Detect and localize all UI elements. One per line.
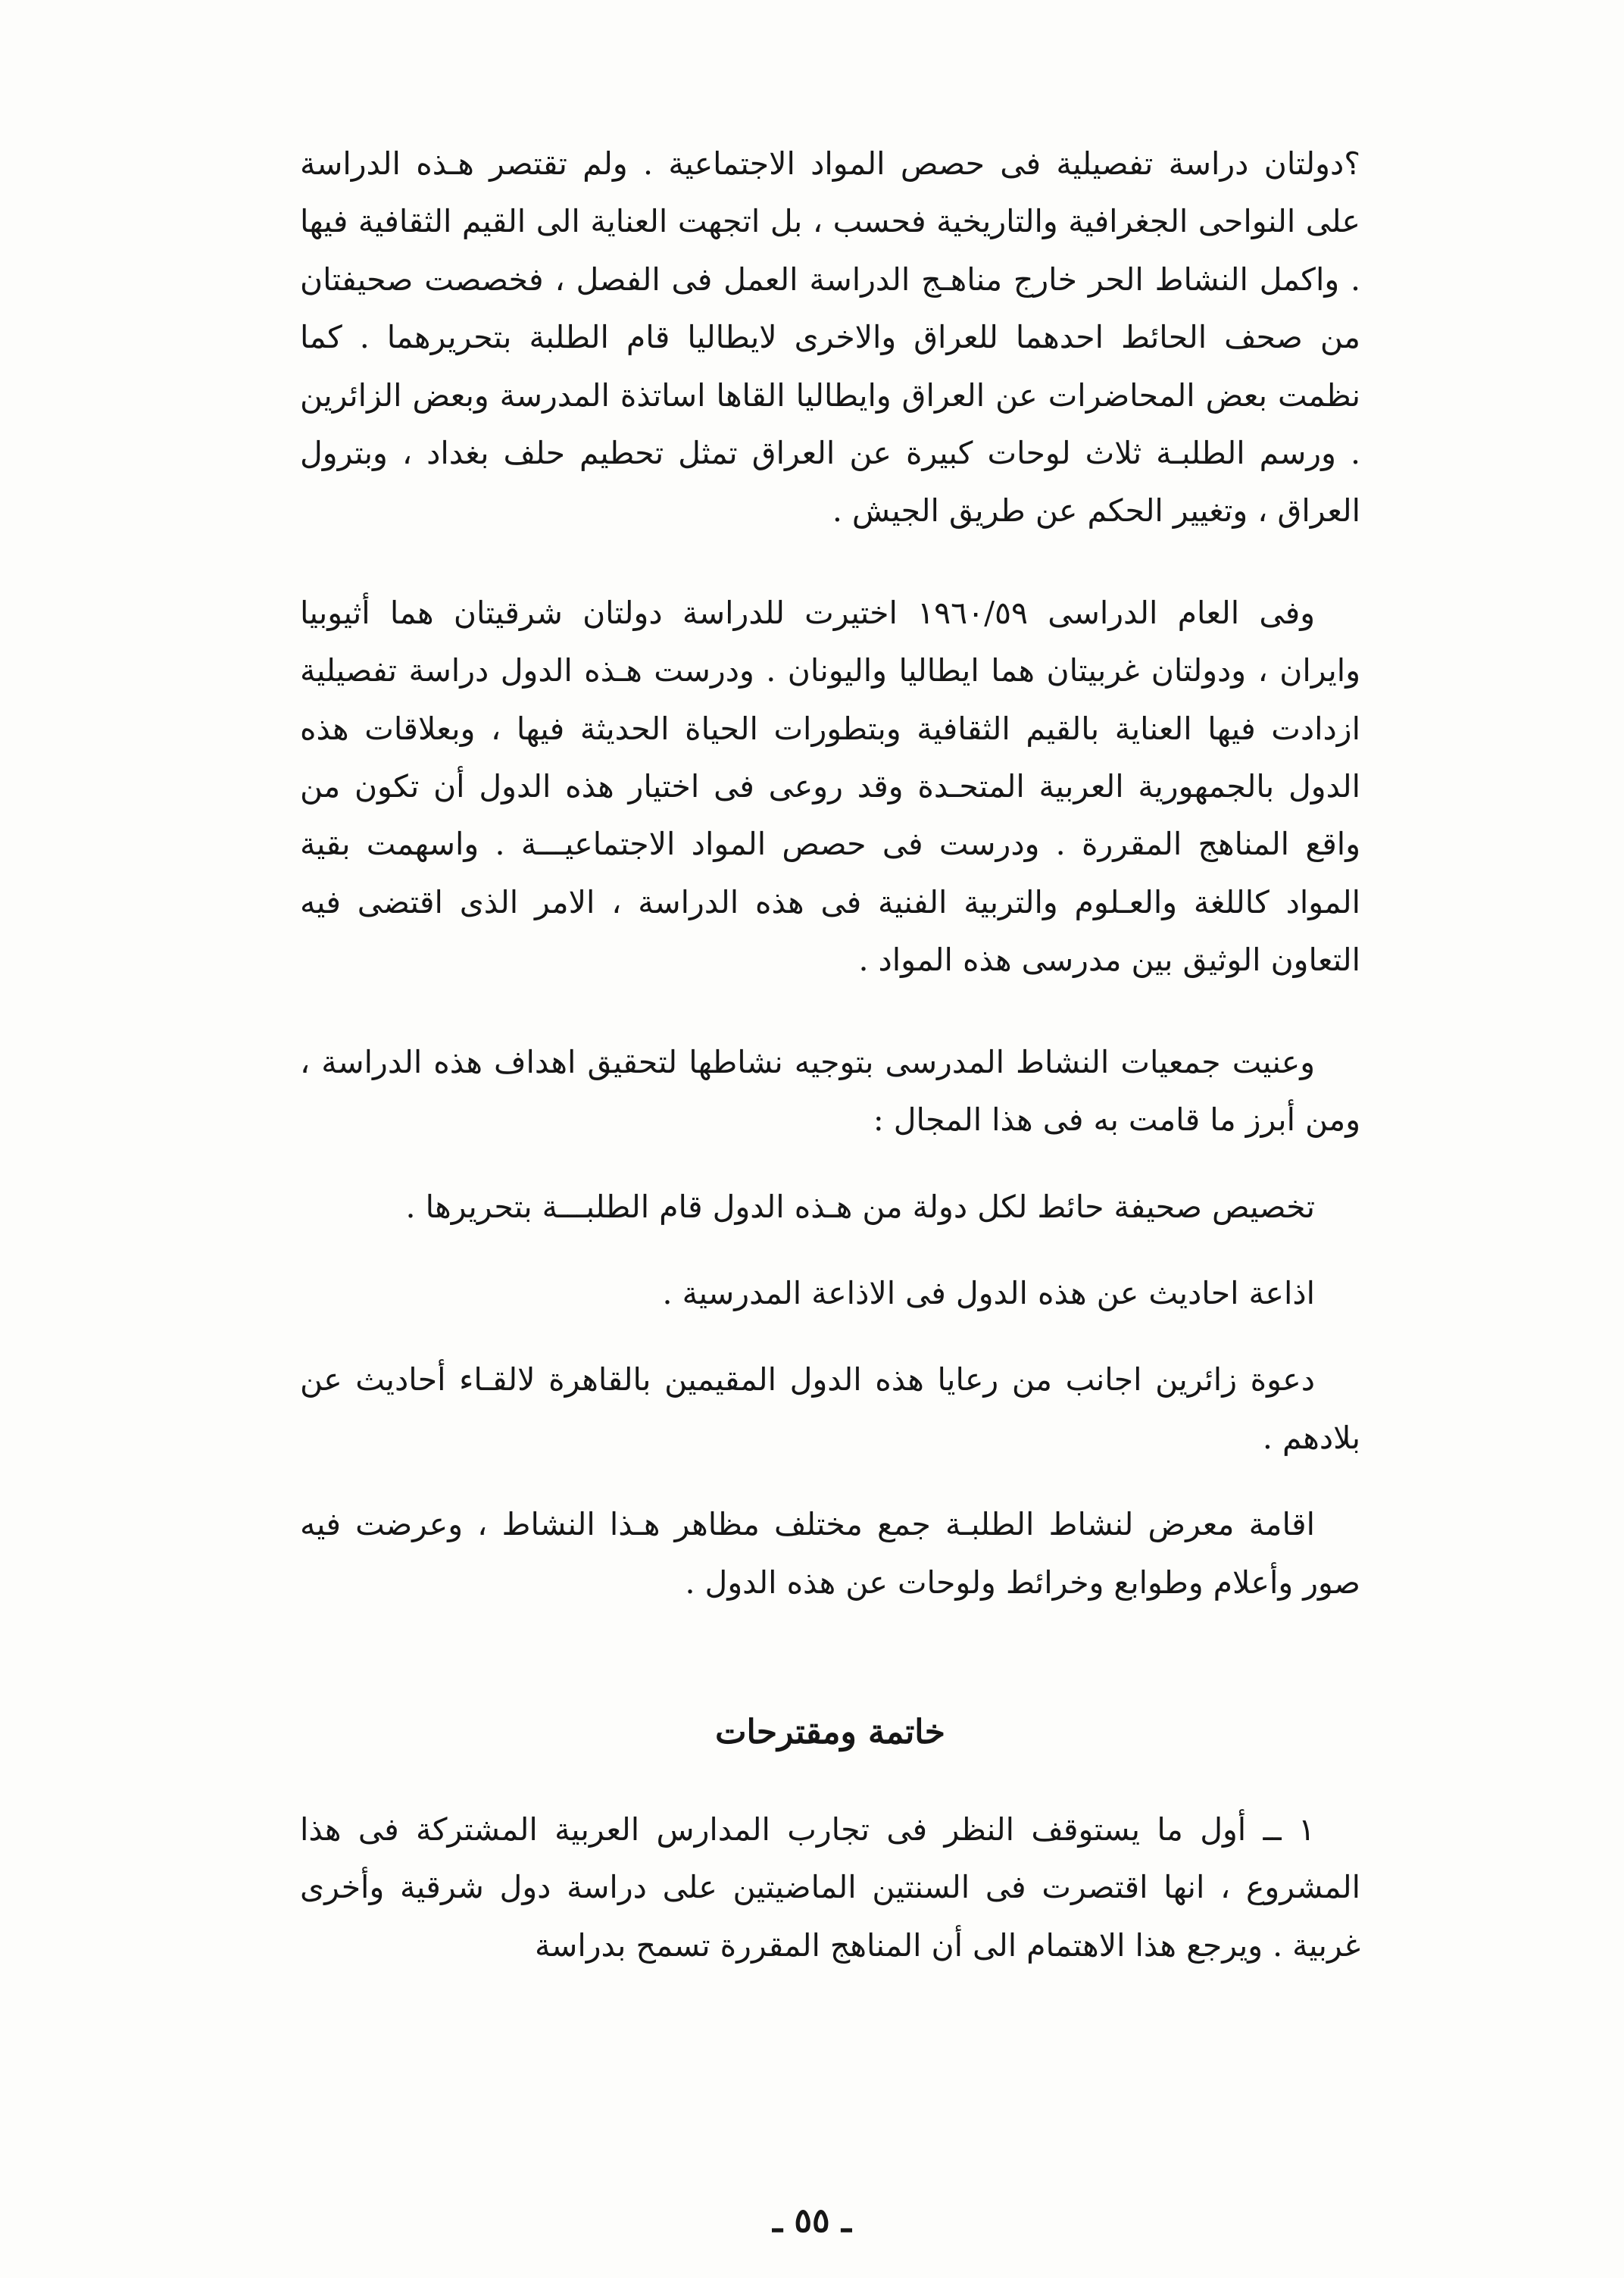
page-number: ـ ٥٥ ـ [773,2201,851,2240]
list-item-visitors: دعوة زائرين اجانب من رعايا هذه الدول المقيمين بالقاهرة لالقـاء أحاديث عن بلادهم . [300,1361,1360,1456]
paragraph-3: وعنيت جمعيات النشاط المدرسى بتوجيه نشاطها لتحقيق اهداف هذه الدراسة ، ومن أبرز ما قامت به فى هذا المجال : [300,1043,1360,1139]
paragraph-2: وفى العام الدراسى ١٩٦٠/٥٩ اختيرت للدراسة دولتان شرقيتان هما أثيوبيا وايران ، ودولتان غربيتان هما ايطاليا واليونان . ودرست هـذه الدول دراسة تفصيلية ازدادت فيها العناية بالقيم الثقافية وبتطورات الحياة الحديثة فيها ، وبعلاقات هذه الدول بالجمهورية العربية المتحـدة وقد روعى فى اختيار هذه الدول أن تكون من واقع المناهج المقررة . ودرست فى حصص المواد الاجتماعيـــة . واسهمت بقية المواد كاللغة والعـلوم والتربية الفنية فى هذه الدراسة ، الامر الذى اقتضى فيه التعاون الوثيق بين مدرسى هذه المواد . [300,594,1360,979]
paragraph-1: ؟دولتان دراسة تفصيلية فى حصص المواد الاجتماعية . ولم تقتصر هـذه الدراسة على النواحى الجغرافية والتاريخية فحسب ، بل اتجهت العناية الى القيم الثقافية فيها . واكمل النشاط الحر خارج مناهـج الدراسة العمل فى الفصل ، فخصصت صحيفتان من صحف الحائط احدهما للعراق والاخرى لايطاليا قام الطلبة بتحريرهما . كما نظمت بعض المحاضرات عن العراق وايطاليا القاها اساتذة المدرسة وبعض الزائرين . ورسم الطلبـة ثلاث لوحات كبيرة عن العراق تمثل تحطيم حلف بغداد ، وبترول العراق ، وتغيير الحكم عن طريق الجيش . [300,145,1360,530]
paragraph-conclusion-1: ١ ــ أول ما يستوقف النظر فى تجارب المدارس العربية المشتركة فى هذا المشروع ، انها اقتصرت فى السنتين الماضيتين على دراسة دول شرقية وأخرى غربية . ويرجع هذا الاهتمام الى أن المناهج المقررة تسمح بدراسة [300,1811,1360,1964]
list-item-exhibition: اقامة معرض لنشاط الطلبـة جمع مختلف مظاهر هـذا النشاط ، وعرضت فيه صور وأعلام وطوابع وخرائط ولوحات عن هذه الدول . [300,1506,1360,1601]
list-item-wall-newspaper: تخصيص صحيفة حائط لكل دولة من هـذه الدول قام الطلبـــة بتحريرها . [405,1188,1315,1225]
list-item-school-radio: اذاعة احاديث عن هذه الدول فى الاذاعة المدرسية . [662,1274,1315,1311]
section-heading: خاتمة ومقترحات [715,1712,945,1751]
text-column [300,135,1360,1974]
